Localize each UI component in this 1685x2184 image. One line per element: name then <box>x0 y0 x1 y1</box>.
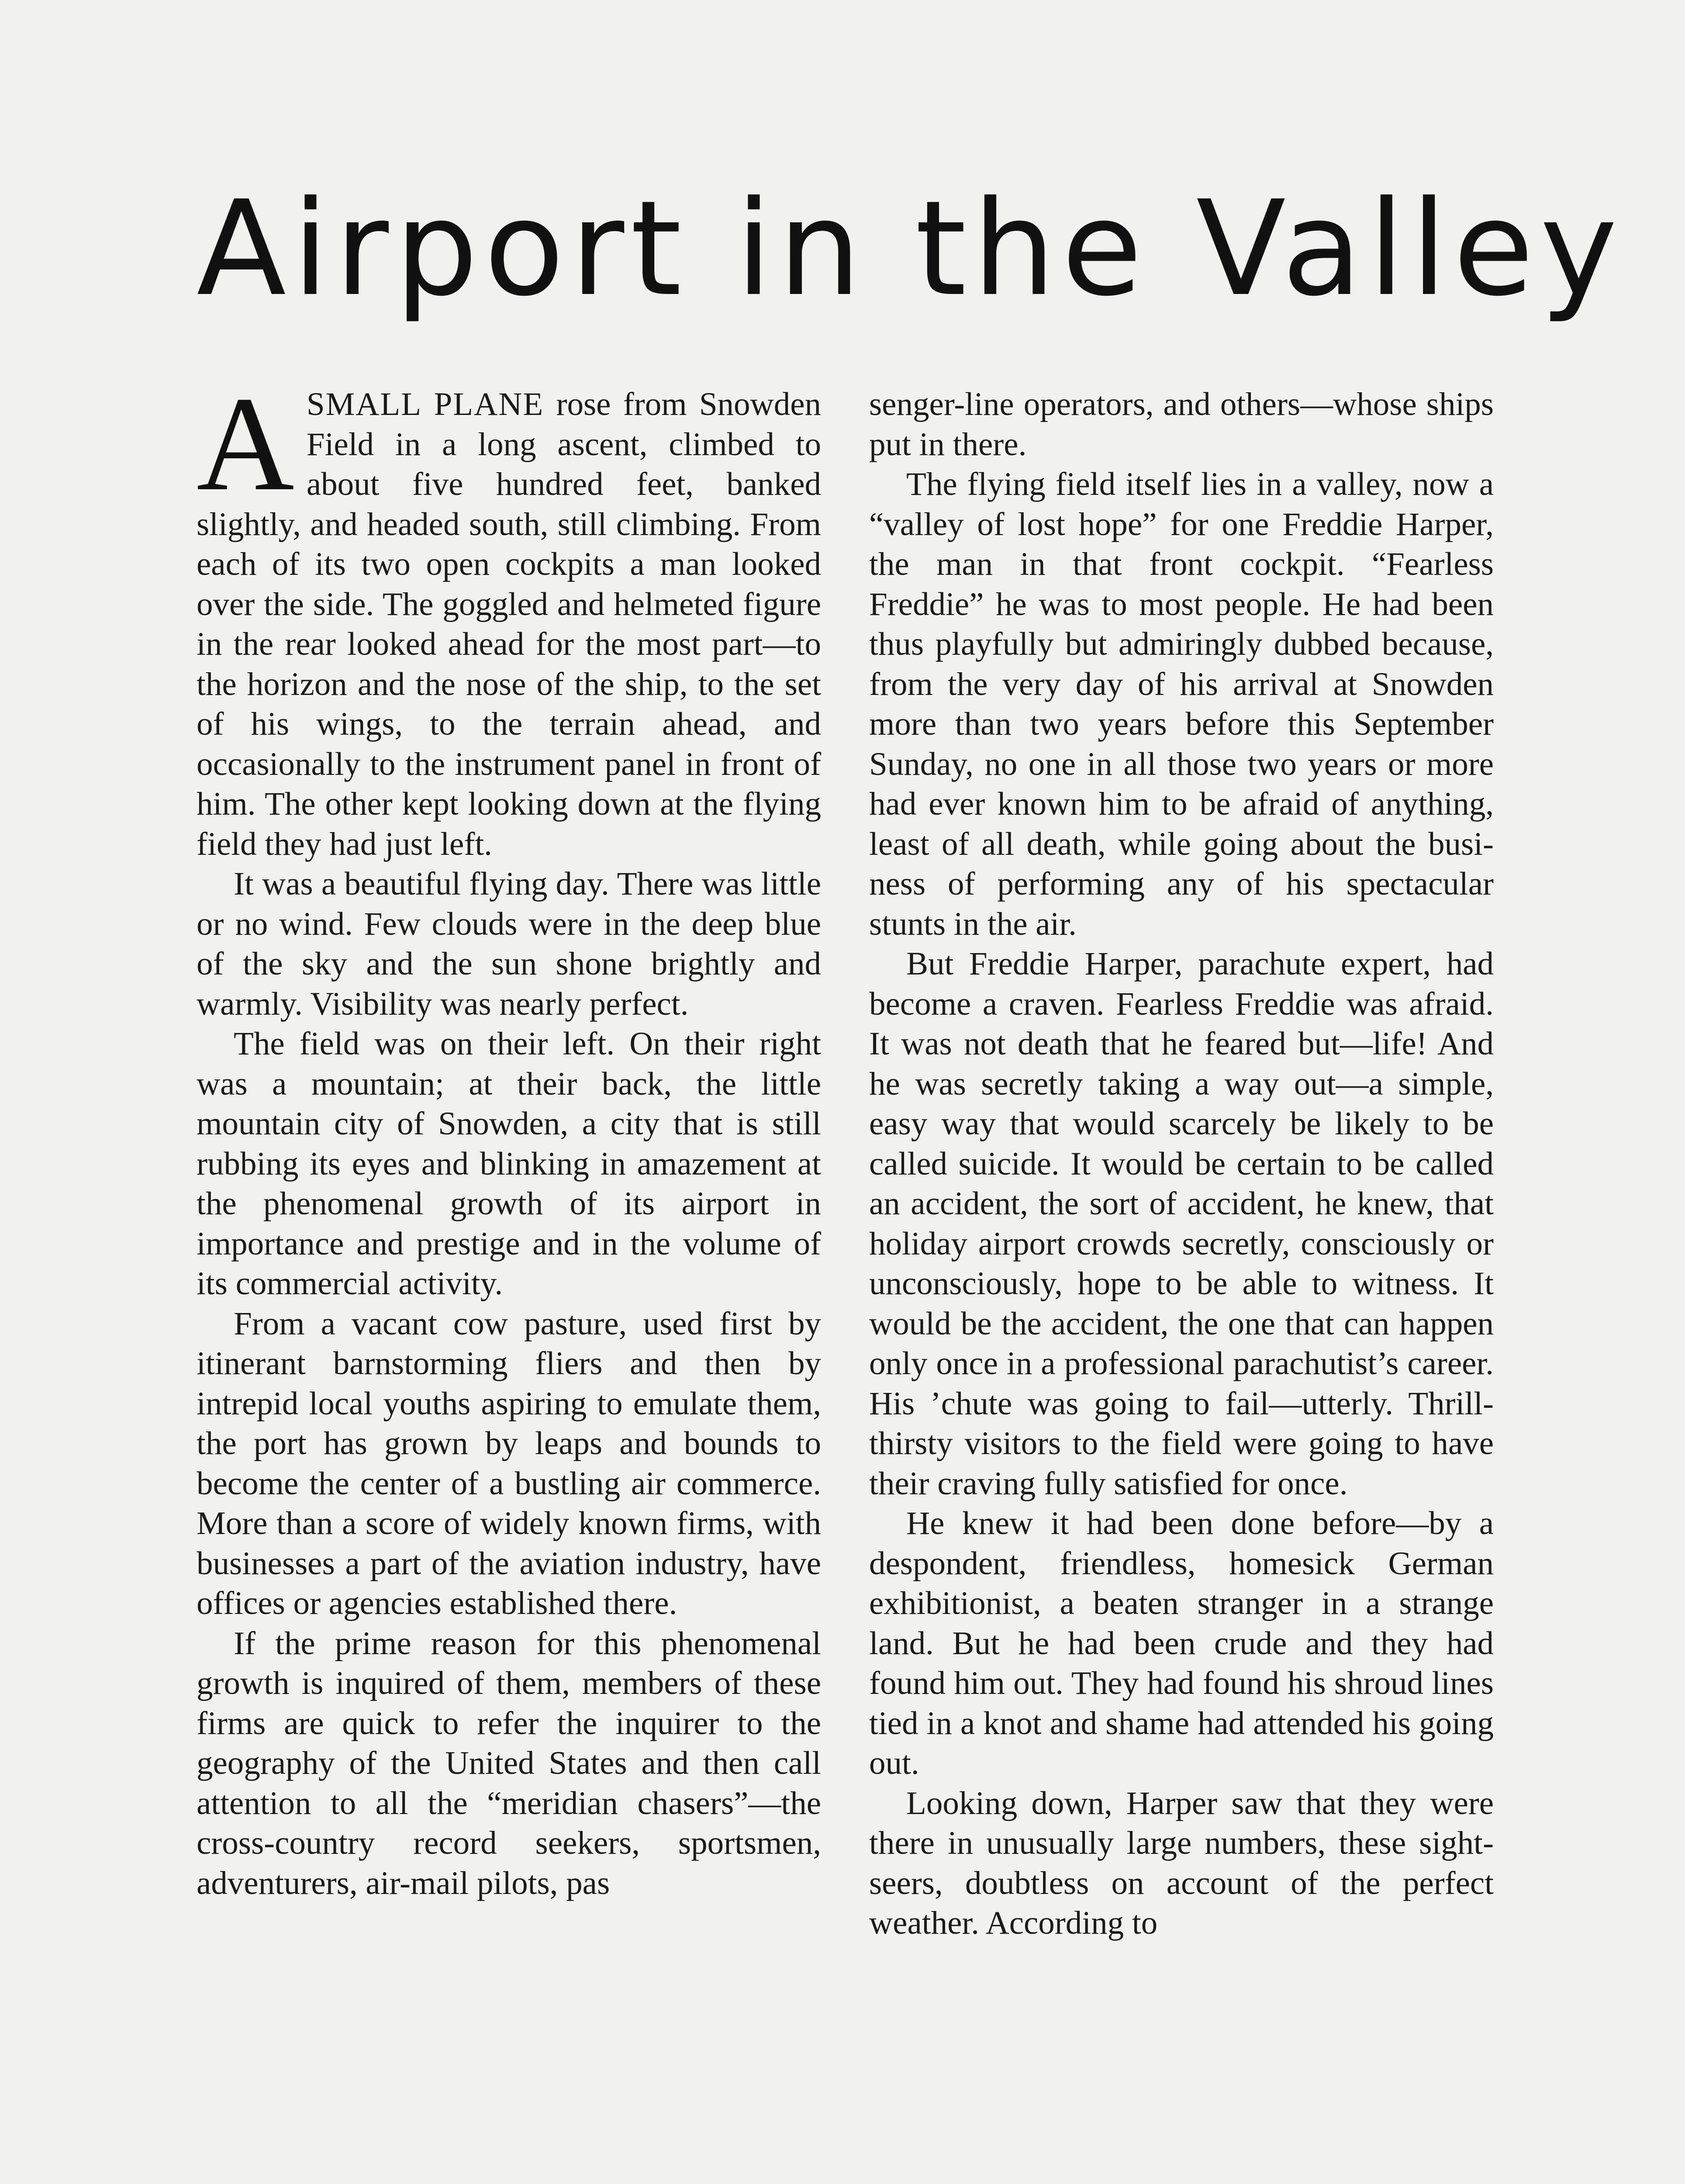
paragraph-continuation: senger-line operators, and others—whose ships put in there. <box>869 386 1494 463</box>
paragraph: But Freddie Harper, parachute expert, had become a craven. Fearless Freddie was afraid. It was not death that he feared but—life! And he was secretly taking a way out—a simple, easy way that would scarcely be likely to be called suicide. It would be certain to be called an accident, the sort of accident, he knew, that holiday airport crowds secretly, consciously or unconsciously, hope to be able to witness. It would be the accident, the one that can happen only once in a professional parachutist’s career. His ’chute was going to fail—utterly. Thrill-thirsty visitors to the field were going to have their craving fully satisfied for once. <box>869 946 1494 1502</box>
drop-cap: A <box>197 369 294 519</box>
first-paragraph <box>197 369 821 864</box>
paragraph: The field was on their left. On their right was a mountain; at their back, the little mountain city of Snowden, a city that is still rubbing its eyes and blinking in amazement at the phenomenal growth of its airport in importance and prestige and in the volume of its commercial activity. <box>197 1026 821 1302</box>
paragraph: From a vacant cow pasture, used first by itinerant barnstorming fliers and then by intrepid local youths aspiring to emulate them, the port has grown by leaps and bounds to become the center of a bustling air commerce. More than a score of widely known firms, with businesses a part of the aviation industry, have offices or agencies established there. <box>197 1305 821 1621</box>
paragraph: The flying field itself lies in a valley, now a “valley of lost hope” for one Freddie Harper, the man in that front cockpit. “Fearless Freddie” he was to most people. He had been thus playfully but admiringly dubbed because, from the very day of his arrival at Snowden more than two years before this September Sunday, no one in all those two years or more had ever known him to be afraid of anything, least of all death, while going about the business of performing any of his spectacular stunts in the air. <box>869 466 1494 942</box>
first-paragraph-text: rose from Snowden Field in a long ascent, climbed to about five hundred feet, banked slightly, and headed south, still climbing. From each of its two open cockpits a man looked over the side. The goggled and helmeted figure in the rear looked ahead for the most part—to the horizon and the nose of the ship, to the set of his wings, to the terrain ahead, and occasionally to the instrument panel in front of him. The other kept looking down at the flying field they had just left. <box>197 386 821 862</box>
article-title: Airport in the Valley <box>197 173 1624 325</box>
left-column <box>197 369 821 1903</box>
lead-caps: SMALL PLANE <box>306 386 544 422</box>
paragraph: He knew it had been done before—by a despondent, friendless, homesick German exhibitionist, a beaten stranger in a strange land. But he had been crude and they had found him out. They had found his shroud lines tied in a knot and shame had attended his going out. <box>869 1505 1494 1781</box>
paragraph: It was a beautiful flying day. There was little or no wind. Few clouds were in the deep blue of the sky and the sun shone brightly and warmly. Visibility was nearly perfect. <box>197 866 821 1022</box>
paragraph: If the prime reason for this phenomenal growth is inquired of them, members of these firms are quick to refer the inquirer to the geography of the United States and then call attention to all the “meridian chasers”—the cross-country record seekers, sportsmen, adventurers, air-mail pilots, pas <box>197 1625 821 1901</box>
right-column <box>869 384 1494 1943</box>
paragraph: Looking down, Harper saw that they were there in unusually large numbers, these sight-seers, doubtless on account of the perfect weather. According to <box>869 1785 1494 1941</box>
